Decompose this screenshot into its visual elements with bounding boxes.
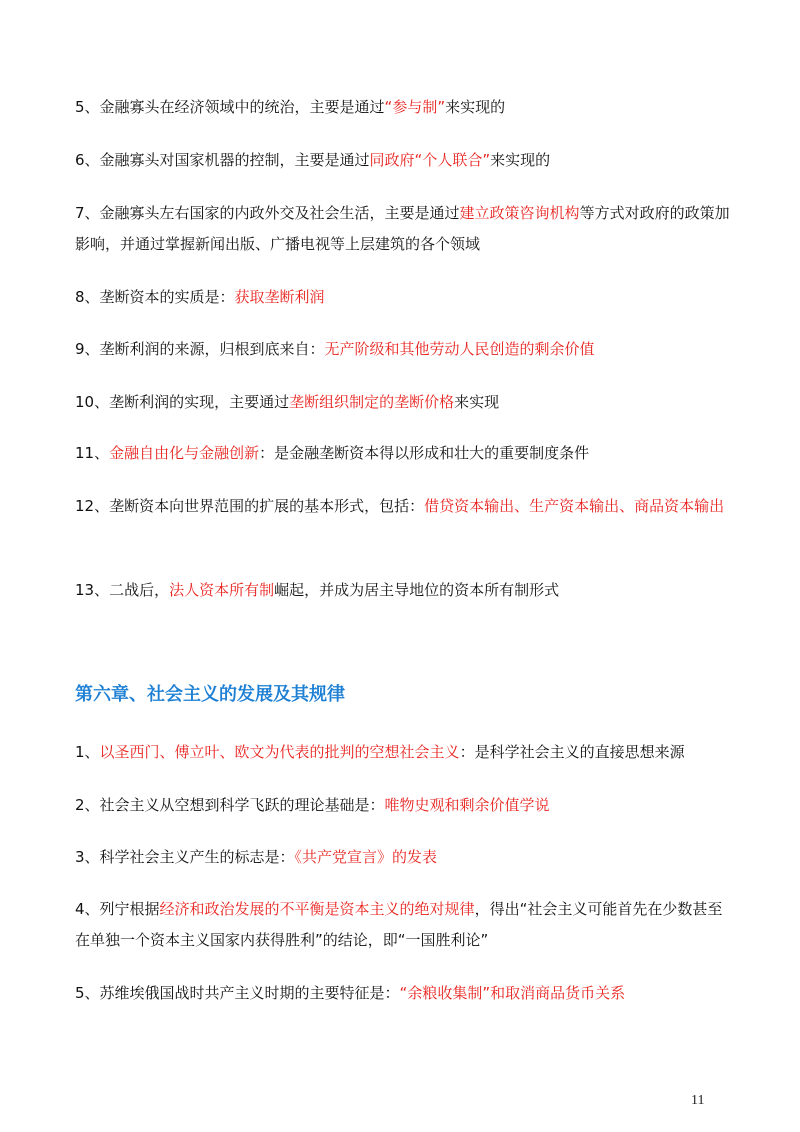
list-item-13: 13、二战后，法人资本所有制崛起，并成为居主导地位的资本所有制形式 <box>75 581 560 599</box>
page-number: 11 <box>691 1093 705 1108</box>
list-item-6: 6、金融寡头对国家机器的控制，主要是通过同政府“个人联合”来实现的 <box>75 151 551 169</box>
list-item-8: 8、垄断资本的实质是：获取垄断利润 <box>75 288 325 306</box>
chapter6-item-2: 2、社会主义从空想到科学飞跃的理论基础是：唯物史观和剩余价值学说 <box>75 796 550 814</box>
list-item-7: 7、金融寡头左右国家的内政外交及社会生活，主要是通过建立政策咨询机构等方式对政府的政策加影响，并通过掌握新闻出版、广播电视等上层建筑的各个领域 <box>75 204 730 253</box>
list-item-5: 5、金融寡头在经济领域中的统治，主要是通过“参与制”来实现的 <box>75 98 506 116</box>
chapter6-item-5: 5、苏维埃俄国战时共产主义时期的主要特征是：“余粮收集制”和取消商品货币关系 <box>75 984 626 1002</box>
list-item-9: 9、垄断利润的来源，归根到底来自：无产阶级和其他劳动人民创造的剩余价值 <box>75 340 595 358</box>
chapter6-item-3: 3、科学社会主义产生的标志是：《共产党宣言》的发表 <box>75 848 438 866</box>
list-item-12: 12、垄断资本向世界范围的扩展的基本形式，包括：借贷资本输出、生产资本输出、商品资本输出 <box>75 497 725 515</box>
chapter-title: 第六章、社会主义的发展及其规律 <box>75 684 345 705</box>
list-item-11: 11、金融自由化与金融创新：是金融垄断资本得以形成和壮大的重要制度条件 <box>75 444 590 462</box>
chapter6-item-4: 4、列宁根据经济和政治发展的不平衡是资本主义的绝对规律，得出“社会主义可能首先在少数甚至在单独一个资本主义国家内获得胜利”的结论，即“一国胜利论” <box>75 900 723 949</box>
list-item-10: 10、垄断利润的实现，主要通过垄断组织制定的垄断价格来实现 <box>75 393 500 411</box>
chapter6-item-1: 1、以圣西门、傅立叶、欧文为代表的批判的空想社会主义：是科学社会主义的直接思想来源 <box>75 743 685 761</box>
